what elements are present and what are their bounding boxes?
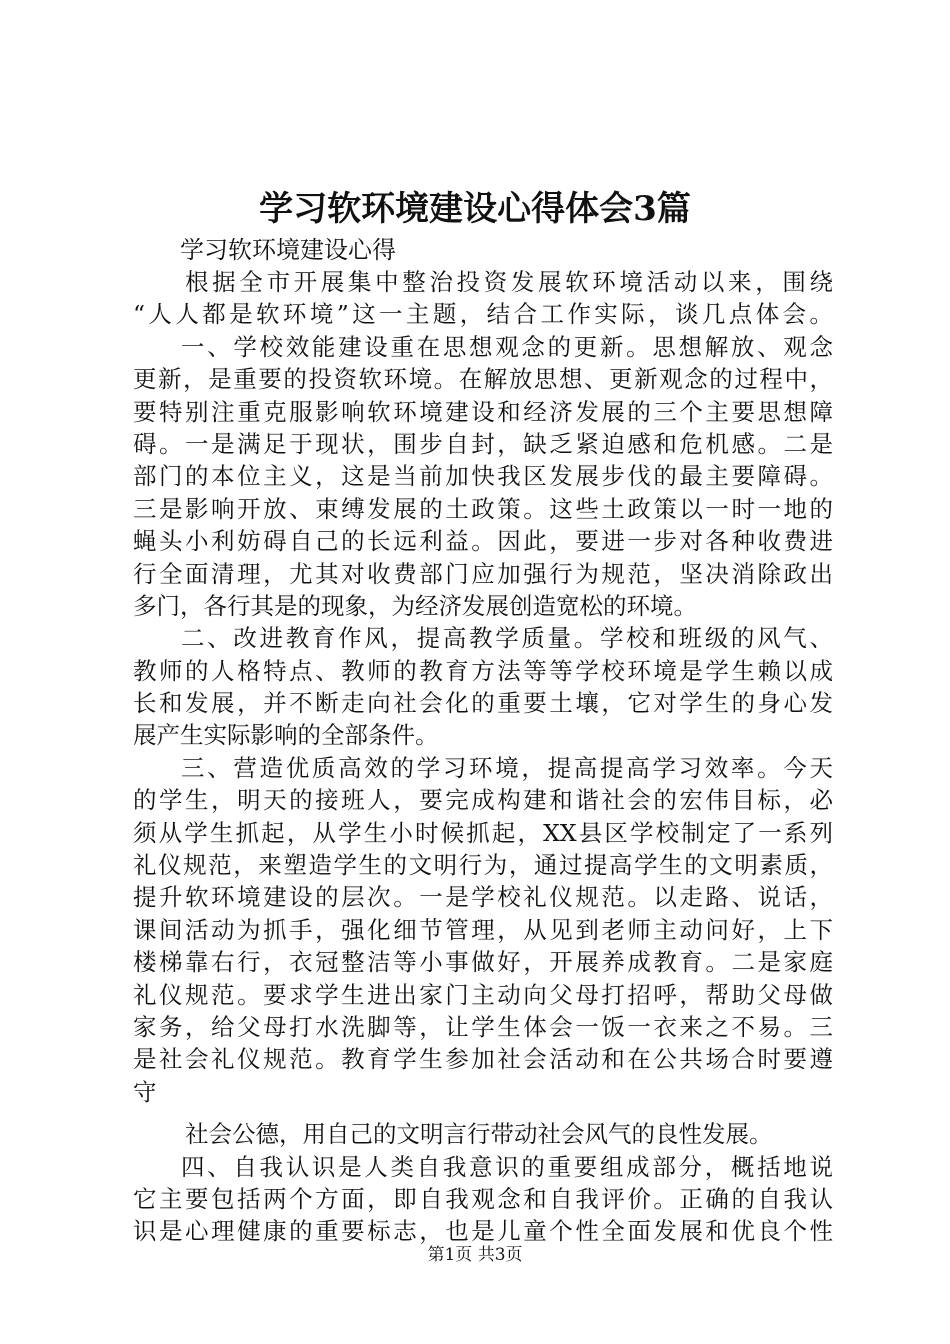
body-line: 的学生，明天的接班人，要完成构建和谐社会的宏伟目标，必 [133, 786, 833, 815]
body-line: 楼梯靠右行，衣冠整洁等小事做好，开展养成教育。二是家庭 [133, 948, 833, 977]
body-line: 礼仪规范，来塑造学生的文明行为，通过提高学生的文明素质， [133, 851, 833, 880]
body-line: 三是影响开放、束缚发展的土政策。这些土政策以一时一地的 [133, 494, 833, 523]
body-line: 二、改进教育作风，提高教学质量。学校和班级的风气、 [181, 624, 833, 653]
body-line: 展产生实际影响的全部条件。 [133, 721, 439, 750]
body-line: 长和发展，并不断走向社会化的重要土壤，它对学生的身心发 [133, 689, 833, 718]
body-line: 三、营造优质高效的学习环境，提高提高学习效率。今天 [181, 753, 833, 782]
body-line: 四、自我认识是人类自我意识的重要组成部分，概括地说 [181, 1152, 833, 1181]
body-line: 它主要包括两个方面，即自我观念和自我评价。正确的自我认 [133, 1184, 833, 1213]
body-line: 一、学校效能建设重在思想观念的更新。思想解放、观念 [181, 332, 833, 361]
document-body [133, 266, 833, 1248]
body-line: 蝇头小利妨碍自己的长远利益。因此，要进一步对各种收费进 [133, 527, 833, 556]
body-line: 根据全市开展集中整治投资发展软环境活动以来，围绕 [185, 268, 833, 296]
body-line: 要特别注重克服影响软环境建设和经济发展的三个主要思想障 [133, 397, 833, 426]
paragraph-gap [133, 1108, 833, 1118]
body-line: 是社会礼仪规范。教育学生参加社会活动和在公共场合时要遵 [133, 1045, 833, 1074]
body-line: 社会公德，用自己的文明言行带动社会风气的良性发展。 [185, 1120, 773, 1149]
body-line: 课间活动为抓手，强化细节管理，从见到老师主动问好，上下 [133, 915, 833, 944]
section-subtitle: 学习软环境建设心得 [180, 236, 396, 264]
body-line: “人人都是软环境”这一主题，结合工作实际，谈几点体会。 [133, 300, 833, 329]
body-line: 多门，各行其是的现象，为经济发展创造宽松的环境。 [133, 591, 697, 620]
body-line: 守 [133, 1077, 157, 1106]
body-line: 礼仪规范。要求学生进出家门主动向父母打招呼，帮助父母做 [133, 980, 833, 1009]
body-line: 行全面清理，尤其对收费部门应加强行为规范，坚决消除政出 [133, 559, 833, 588]
body-line: 碍。一是满足于现状，围步自封，缺乏紧迫感和危机感。二是 [133, 429, 833, 458]
body-line: 须从学生抓起，从学生小时候抓起，XX县区学校制定了一系列 [133, 818, 833, 847]
body-line: 部门的本位主义，这是当前加快我区发展步伐的最主要障碍。 [133, 462, 833, 491]
body-line: 家务，给父母打水洗脚等，让学生体会一饭一衣来之不易。三 [133, 1012, 833, 1041]
body-line: 识是心理健康的重要标志，也是儿童个性全面发展和优良个性 [133, 1217, 833, 1246]
page-title: 学习软环境建设心得体会3篇 [259, 189, 691, 229]
body-line: 提升软环境建设的层次。一是学校礼仪规范。以走路、说话， [133, 883, 833, 912]
body-line: 更新，是重要的投资软环境。在解放思想、更新观念的过程中， [133, 365, 833, 394]
page-footer: 第1页 共3页 [427, 1245, 523, 1265]
body-line: 教师的人格特点、教师的教育方法等等学校环境是学生赖以成 [133, 656, 833, 685]
